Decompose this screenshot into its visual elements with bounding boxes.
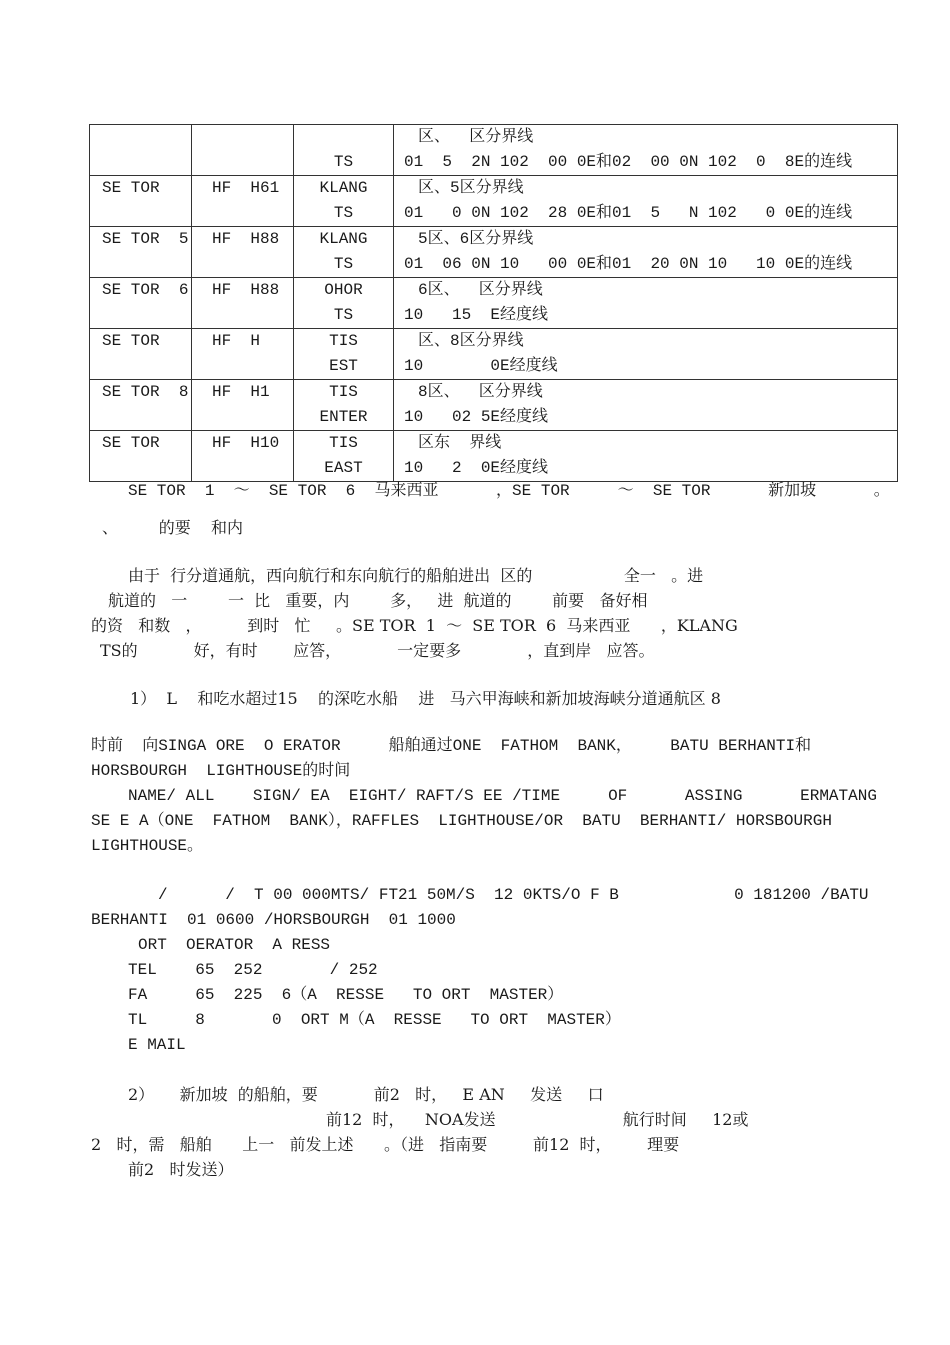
sector-name: SE TOR (102, 179, 160, 197)
text-line: 、 的要 和内 (102, 518, 244, 537)
table-row (90, 431, 898, 482)
callsign-cell (294, 176, 394, 227)
text-line: NAME/ ALL SIGN/ EA EIGHT/ RAFT/S EE /TIME OF ASSING ERMATANG (128, 787, 877, 805)
vhf-channel-cell (192, 278, 294, 329)
text-line: SE TOR 1 ～ SE TOR 6 马来西亚 ，SE TOR ～ SE TOR 新加坡 。 (128, 482, 890, 500)
boundary-coordinates: 10 0E经度线 (404, 357, 558, 375)
table-row (90, 278, 898, 329)
text-line: 的资 和数 ， 到时 忙 。SE TOR 1 ～ SE TOR 6 马来西亚 ，KLANG (91, 616, 738, 635)
sector-name-cell (90, 380, 192, 431)
text-line: / / T 00 000MTS/ FT21 50M/S 12 0KTS/O F B 0 181200 /BATU (158, 886, 869, 904)
table-row (90, 380, 898, 431)
text-line: HORSBOURGH LIGHTHOUSE的时间 (91, 762, 351, 780)
callsign-cell (294, 431, 394, 482)
text-line: BERHANTI 01 0600 /HORSBOURGH 01 1000 (91, 911, 456, 929)
table-row (90, 227, 898, 278)
boundary-cell (394, 431, 898, 482)
sector-name: SE TOR 6 (102, 281, 189, 299)
boundary-coordinates: 10 02 5E经度线 (404, 408, 549, 426)
boundary-title: 5区、6区分界线 (418, 230, 534, 248)
text-line: TEL 65 252 / 252 (128, 961, 378, 979)
text-line: 前2 时发送） (128, 1160, 234, 1179)
text-line: TS的 好，有时 应答， 一定要多 ，直到岸 应答。 (100, 641, 655, 660)
callsign-bottom: EAST (324, 459, 363, 477)
text-line: LIGHTHOUSE。 (91, 837, 204, 855)
text-line: 前12 时， NOA发送 航行时间 12或 (326, 1110, 749, 1129)
boundary-coordinates: 01 0 0N 102 28 0E和01 5 N 102 0 0E的连线 (404, 204, 853, 222)
boundary-title: 6区、 区分界线 (418, 281, 543, 299)
sector-table (89, 124, 898, 482)
callsign-cell (294, 380, 394, 431)
boundary-coordinates: 10 2 0E经度线 (404, 459, 549, 477)
boundary-cell (394, 278, 898, 329)
vhf-channel: HF H10 (212, 434, 280, 452)
sector-name-cell (90, 227, 192, 278)
sector-name: SE TOR 8 (102, 383, 189, 401)
vhf-channel-cell (192, 380, 294, 431)
text-line: TL 8 0 ORT M（A RESSE TO ORT MASTER） (128, 1011, 621, 1029)
callsign-cell (294, 125, 394, 176)
sector-name: SE TOR 5 (102, 230, 189, 248)
vhf-channel-cell (192, 176, 294, 227)
boundary-cell (394, 380, 898, 431)
vhf-channel-cell (192, 431, 294, 482)
sector-name: SE TOR (102, 332, 160, 350)
vhf-channel: HF H61 (212, 179, 280, 197)
vhf-channel-cell (192, 227, 294, 278)
text-line: 2） 新加坡 的船舶，要 前2 时， E AN 发送 口 (128, 1085, 604, 1104)
sector-name (90, 125, 191, 150)
sector-name-cell (90, 329, 192, 380)
callsign-bottom: EST (329, 357, 358, 375)
text-line: 航道的 一 一 比 重要，内 多， 进 航道的 前要 备好相 (108, 591, 648, 610)
boundary-cell (394, 329, 898, 380)
callsign-top: OHOR (324, 281, 363, 299)
vhf-channel: HF H88 (212, 281, 280, 299)
table-row (90, 176, 898, 227)
boundary-cell (394, 125, 898, 176)
table-row (90, 125, 898, 176)
vhf-channel (192, 125, 293, 150)
boundary-coordinates: 10 15 E经度线 (404, 306, 549, 324)
boundary-title: 区、8区分界线 (418, 332, 524, 350)
callsign-bottom: TS (333, 255, 354, 273)
boundary-coordinates: 01 5 2N 102 00 0E和02 00 0N 102 0 8E的连线 (404, 153, 853, 171)
callsign-cell (294, 278, 394, 329)
boundary-title: 8区、 区分界线 (418, 383, 543, 401)
boundary-cell (394, 227, 898, 278)
callsign-top: TIS (329, 332, 358, 350)
boundary-title: 区、 区分界线 (418, 128, 534, 146)
boundary-title: 区东 界线 (418, 434, 502, 452)
boundary-title: 区、5区分界线 (418, 179, 524, 197)
text-line: 2 时，需 船舶 上一 前发上述 。（进 指南要 前12 时， 理要 (91, 1135, 680, 1154)
table-row (90, 329, 898, 380)
text-line: 时前 向SINGA ORE O ERATOR 船舶通过ONE FATHOM BANK， BATU BERHANTI和 (91, 737, 812, 755)
boundary-coordinates: 01 06 0N 10 00 0E和01 20 0N 10 10 0E的连线 (404, 255, 853, 273)
callsign-top: KLANG (319, 179, 368, 197)
sector-name-cell (90, 278, 192, 329)
vhf-channel: HF H (212, 332, 261, 350)
sector-name-cell (90, 125, 192, 176)
callsign-bottom: TS (333, 153, 354, 171)
callsign-bottom: TS (333, 306, 354, 324)
callsign-top: TIS (329, 383, 358, 401)
text-line: ORT OERATOR A RESS (138, 936, 331, 954)
callsign-top: TIS (329, 434, 358, 452)
text-line: SE E A（ONE FATHOM BANK），RAFFLES LIGHTHOUSE/OR BATU BERHANTI/ HORSBOURGH (91, 812, 832, 830)
vhf-channel: HF H1 (212, 383, 270, 401)
callsign-cell (294, 329, 394, 380)
sector-name-cell (90, 431, 192, 482)
sector-name-cell (90, 176, 192, 227)
callsign-top: KLANG (319, 230, 368, 248)
vhf-channel-cell (192, 329, 294, 380)
text-line: 1） L 和吃水超过15 的深吃水船 进 马六甲海峡和新加坡海峡分道通航区 8 (130, 689, 721, 708)
callsign-cell (294, 227, 394, 278)
text-line: E MAIL (128, 1036, 186, 1054)
callsign-bottom: TS (333, 204, 354, 222)
text-line: FA 65 225 6（A RESSE TO ORT MASTER） (128, 986, 564, 1004)
text-line: 由于 行分道通航，西向航行和东向航行的船舶进出 区的 全一 。进 (128, 566, 704, 585)
boundary-cell (394, 176, 898, 227)
sector-name: SE TOR (102, 434, 160, 452)
vhf-channel-cell (192, 125, 294, 176)
callsign-bottom: ENTER (319, 408, 368, 426)
callsign-top (294, 125, 393, 150)
vhf-channel: HF H88 (212, 230, 280, 248)
